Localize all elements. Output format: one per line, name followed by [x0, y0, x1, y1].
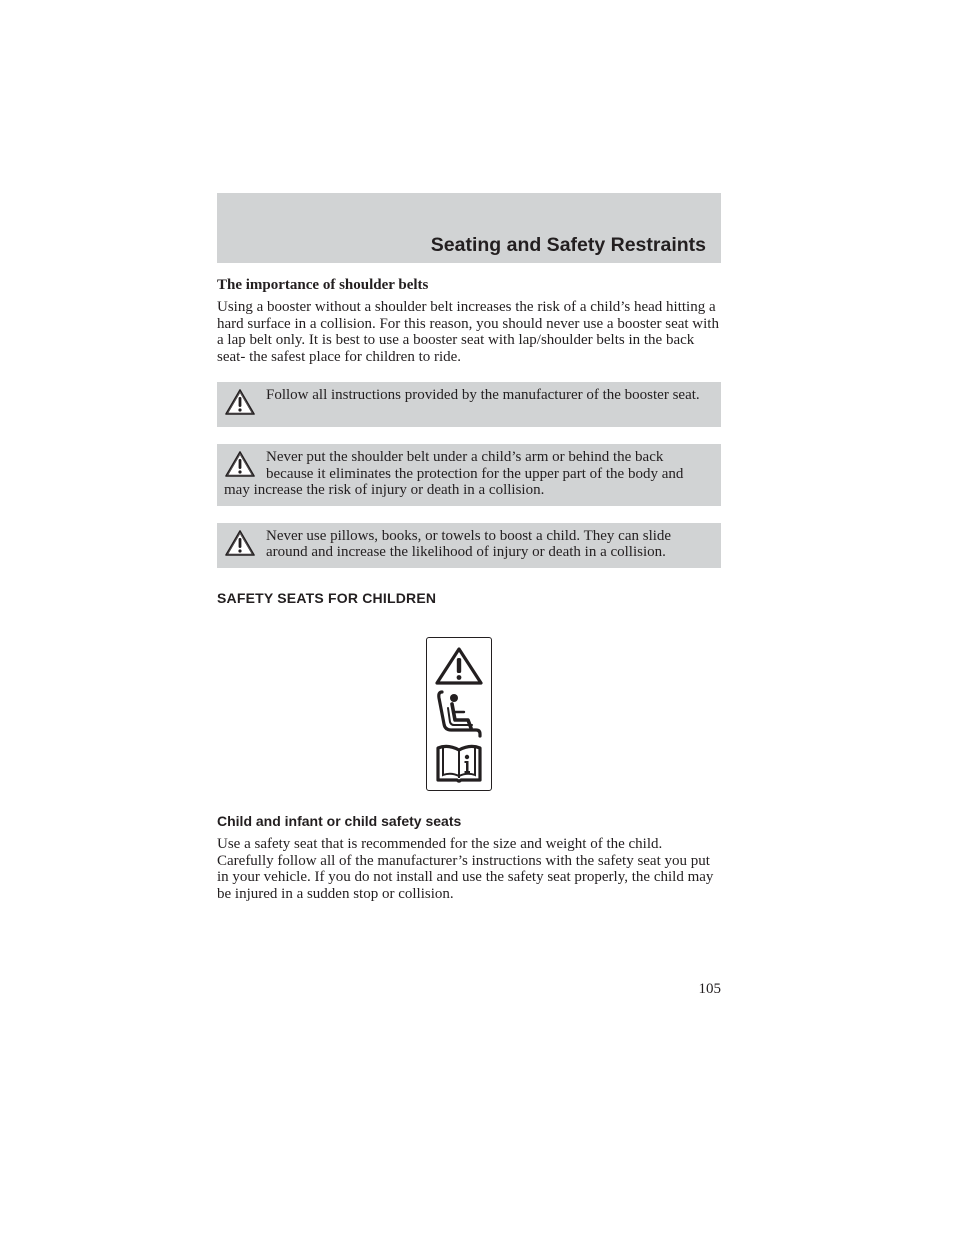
warning-text: Follow all instructions provided by the manufacturer of the booster seat.: [266, 387, 700, 403]
owner-manual-icon: [427, 742, 491, 784]
shoulder-belts-heading: The importance of shoulder belts: [217, 277, 429, 293]
warning-triangle-icon: [224, 388, 256, 416]
section-title: Seating and Safety Restraints: [430, 234, 706, 256]
page-content: [217, 277, 721, 606]
page-number: 105: [698, 981, 721, 997]
warning-box-booster-instructions: [217, 382, 721, 427]
child-seat-icon: [427, 690, 491, 738]
warning-triangle-icon: [224, 529, 256, 557]
warning-text: Never use pillows, books, or towels to boost a child. They can slide around and increase the likelihood of injury or death in a collision.: [266, 527, 672, 560]
warning-triangle-icon: [427, 646, 491, 686]
safety-symbol-panel: [426, 637, 492, 791]
safety-seats-heading: SAFETY SEATS FOR CHILDREN: [217, 589, 437, 606]
warning-box-no-pillows: [217, 523, 721, 568]
warning-triangle-icon: [224, 450, 256, 478]
child-infant-seats-paragraph: Use a safety seat that is recommended for the size and weight of the child. Carefully follow all of the manufacturer’s instructions with the safety seat you put in your vehicle. If you do not install and use the safety seat properly, the child may be injured in a sudden stop or collision.: [217, 836, 714, 902]
child-infant-seats-heading: Child and infant or child safety seats: [217, 813, 462, 829]
warning-box-shoulder-belt-placement: [217, 444, 721, 506]
section-header-band: [217, 193, 721, 263]
warning-text: Never put the shoulder belt under a child’s arm or behind the back because it eliminates the protection for the upper part of the body and may increase the risk of injury or death in a collision.: [224, 449, 684, 498]
shoulder-belts-paragraph: Using a booster without a shoulder belt increases the risk of a child’s head hitting a hard surface in a collision. For this reason, you should never use a booster seat with a lap belt only. It is best to use a booster seat with lap/shoulder belts in the back seat- the safest place for children to ride.: [217, 299, 719, 365]
